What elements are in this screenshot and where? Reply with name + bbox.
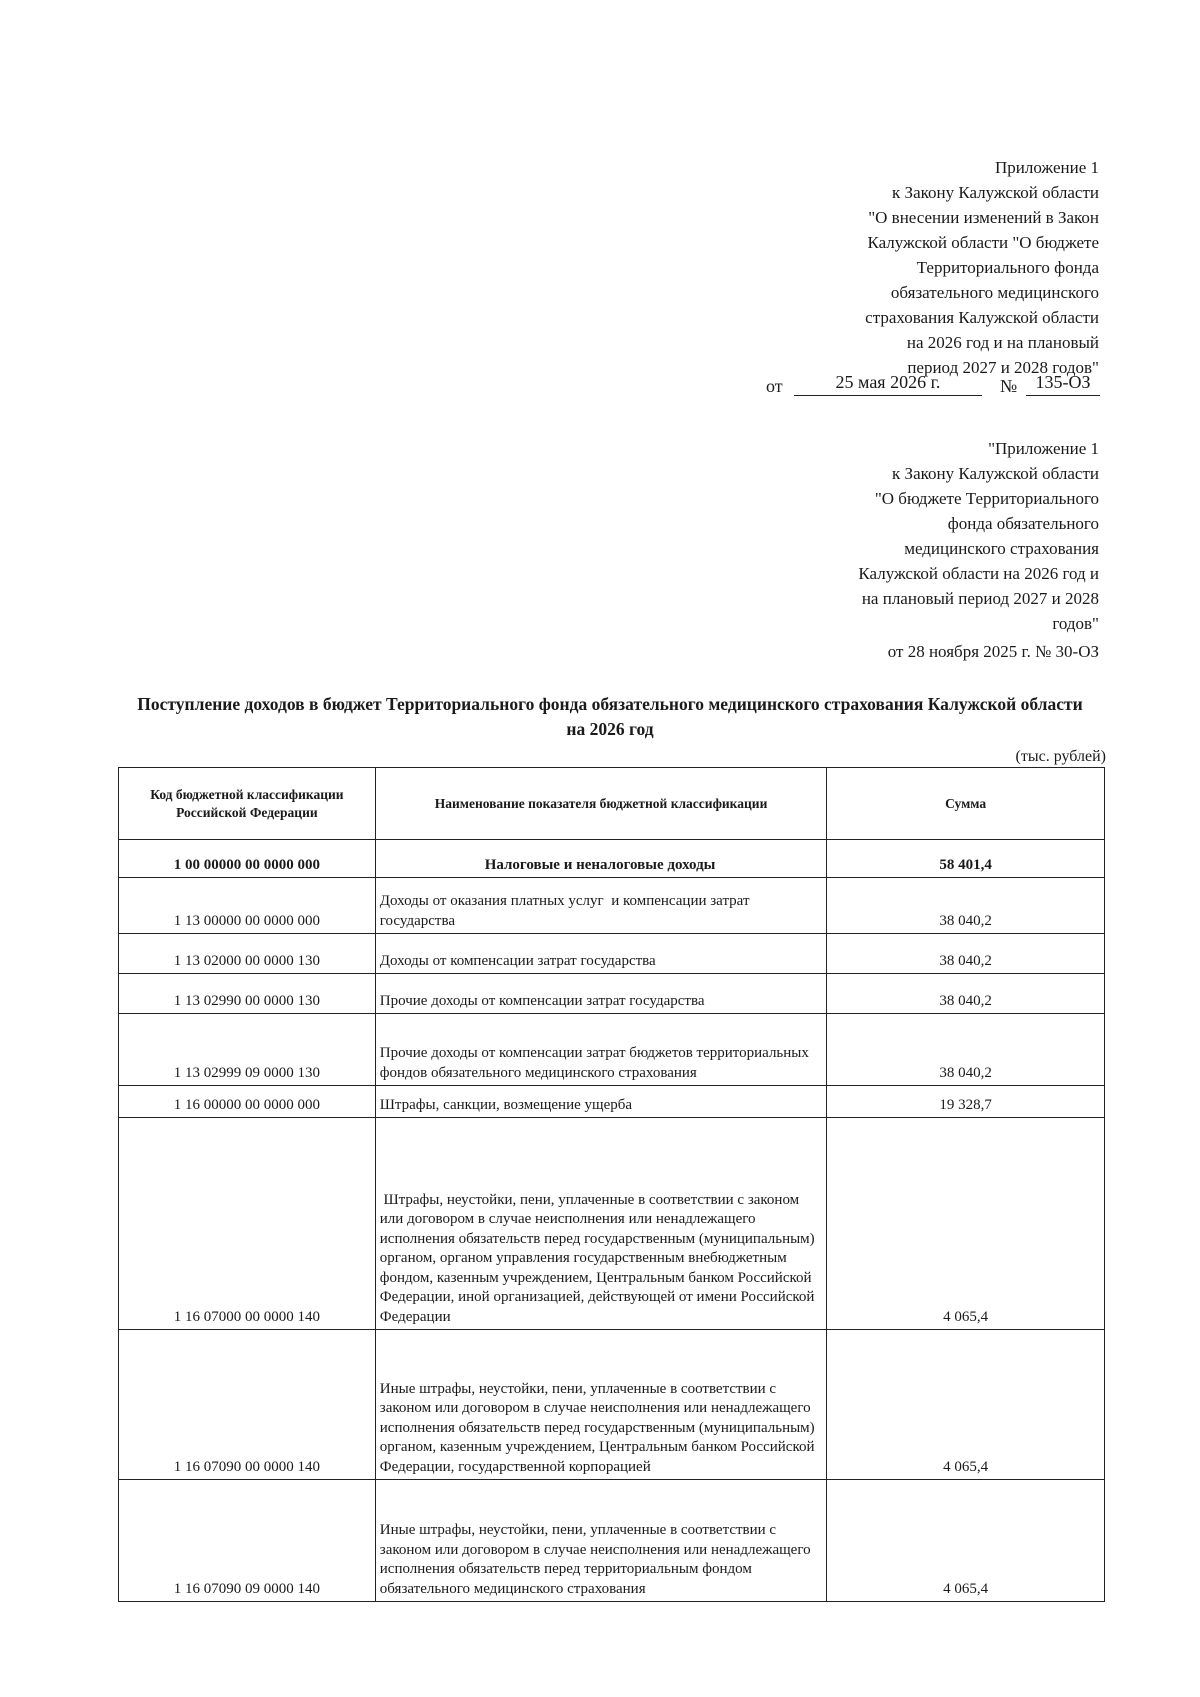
table-row [119, 934, 1105, 974]
appendix-line: фонда обязательного [947, 514, 1099, 533]
appendix-header-original [809, 436, 1099, 664]
cell-sum: 38 040,2 [827, 974, 1105, 1014]
from-label: от [766, 376, 783, 396]
cell-code: 1 13 02999 09 0000 130 [119, 1014, 376, 1086]
revenue-table [118, 767, 1105, 1602]
header-sum: Сумма [827, 768, 1105, 840]
appendix-line: на плановый период 2027 и 2028 [861, 589, 1099, 608]
table-row [119, 878, 1105, 934]
table-row [119, 974, 1105, 1014]
cell-sum: 4 065,4 [827, 1480, 1105, 1602]
cell-sum: 38 040,2 [827, 878, 1105, 934]
document-title: Поступление доходов в бюджет Территориального фонда обязательного медицинского страхования Калужской области на 2026 год [137, 694, 1083, 739]
cell-code: 1 13 02990 00 0000 130 [119, 974, 376, 1014]
cell-code: 1 13 00000 00 0000 000 [119, 878, 376, 934]
cell-sum: 38 040,2 [827, 934, 1105, 974]
number-label: № [1000, 376, 1018, 396]
appendix-line: страхования Калужской области [865, 308, 1099, 327]
appendix-line: Калужской области "О бюджете [867, 233, 1099, 252]
cell-code: 1 16 07090 09 0000 140 [119, 1480, 376, 1602]
appendix-line: Калужской области на 2026 год и [858, 564, 1099, 583]
table-row [119, 1330, 1105, 1480]
units-note: (тыс. рублей) [1015, 748, 1106, 765]
header-code: Код бюджетной классификации Российской Федерации [119, 768, 376, 840]
cell-name: Штрафы, неустойки, пени, уплаченные в соответствии с законом или договором в случае неисполнения или ненадлежащего исполнения обязательств перед государственным (муниципальным) органом, органом управления государственным внебюджетным фондом, казенным учреждением, Центральным банком Российской Федерации, иной организацией, действующей от имени Российской Федерации [375, 1118, 827, 1330]
appendix-line: "Приложение 1 [988, 439, 1099, 458]
appendix-line: к Закону Калужской области [892, 464, 1099, 483]
cell-name: Прочие доходы от компенсации затрат бюджетов территориальных фондов обязательного медицинского страхования [375, 1014, 827, 1086]
cell-name: Иные штрафы, неустойки, пени, уплаченные в соответствии с законом или договором в случае неисполнения или ненадлежащего исполнения обязательств перед государственным (муниципальным) органом, казенным учреждением, Центральным банком Российской Федерации, государственной корпорацией [375, 1330, 827, 1480]
cell-name: Прочие доходы от компенсации затрат государства [375, 974, 827, 1014]
cell-name: Доходы от компенсации затрат государства [375, 934, 827, 974]
appendix-line: медицинского страхования [904, 539, 1099, 558]
cell-sum: 4 065,4 [827, 1118, 1105, 1330]
appendix-line: обязательного медицинского [890, 283, 1099, 302]
cell-code: 1 16 07000 00 0000 140 [119, 1118, 376, 1330]
cell-name: Иные штрафы, неустойки, пени, уплаченные в соответствии с законом или договором в случае неисполнения или ненадлежащего исполнения обязательств перед территориальным фондом обязательного медицинского страхования [375, 1480, 827, 1602]
approval-date: 25 мая 2026 г. [794, 372, 982, 396]
appendix-header-amendment [809, 155, 1099, 380]
appendix-line: Приложение 1 [995, 158, 1099, 177]
cell-code: 1 16 07090 00 0000 140 [119, 1330, 376, 1480]
header-name: Наименование показателя бюджетной классификации [375, 768, 827, 840]
appendix-line: годов" [1052, 614, 1099, 633]
appendix-line: "О внесении изменений в Закон [868, 208, 1099, 227]
table-header-row [119, 768, 1105, 840]
cell-name: Штрафы, санкции, возмещение ущерба [375, 1086, 827, 1118]
table-row [119, 1118, 1105, 1330]
appendix-line: на 2026 год и на плановый [906, 333, 1099, 352]
cell-name: Налоговые и неналоговые доходы [375, 840, 827, 878]
cell-name: Доходы от оказания платных услуг и компенсации затрат государства [375, 878, 827, 934]
cell-sum: 58 401,4 [827, 840, 1105, 878]
cell-code: 1 00 00000 00 0000 000 [119, 840, 376, 878]
table-row [119, 1480, 1105, 1602]
table-row [119, 1086, 1105, 1118]
cell-sum: 38 040,2 [827, 1014, 1105, 1086]
approval-number: 135-ОЗ [1026, 372, 1100, 396]
appendix-line: период 2027 и 2028 годов" [907, 358, 1099, 377]
appendix-line: к Закону Калужской области [892, 183, 1099, 202]
original-law-reference: от 28 ноября 2025 г. № 30-ОЗ [887, 642, 1099, 661]
cell-sum: 19 328,7 [827, 1086, 1105, 1118]
cell-code: 1 16 00000 00 0000 000 [119, 1086, 376, 1118]
table-row [119, 840, 1105, 878]
cell-code: 1 13 02000 00 0000 130 [119, 934, 376, 974]
table-row [119, 1014, 1105, 1086]
appendix-line: "О бюджете Территориального [874, 489, 1099, 508]
approval-line [766, 372, 1100, 398]
appendix-line: Территориального фонда [916, 258, 1099, 277]
cell-sum: 4 065,4 [827, 1330, 1105, 1480]
